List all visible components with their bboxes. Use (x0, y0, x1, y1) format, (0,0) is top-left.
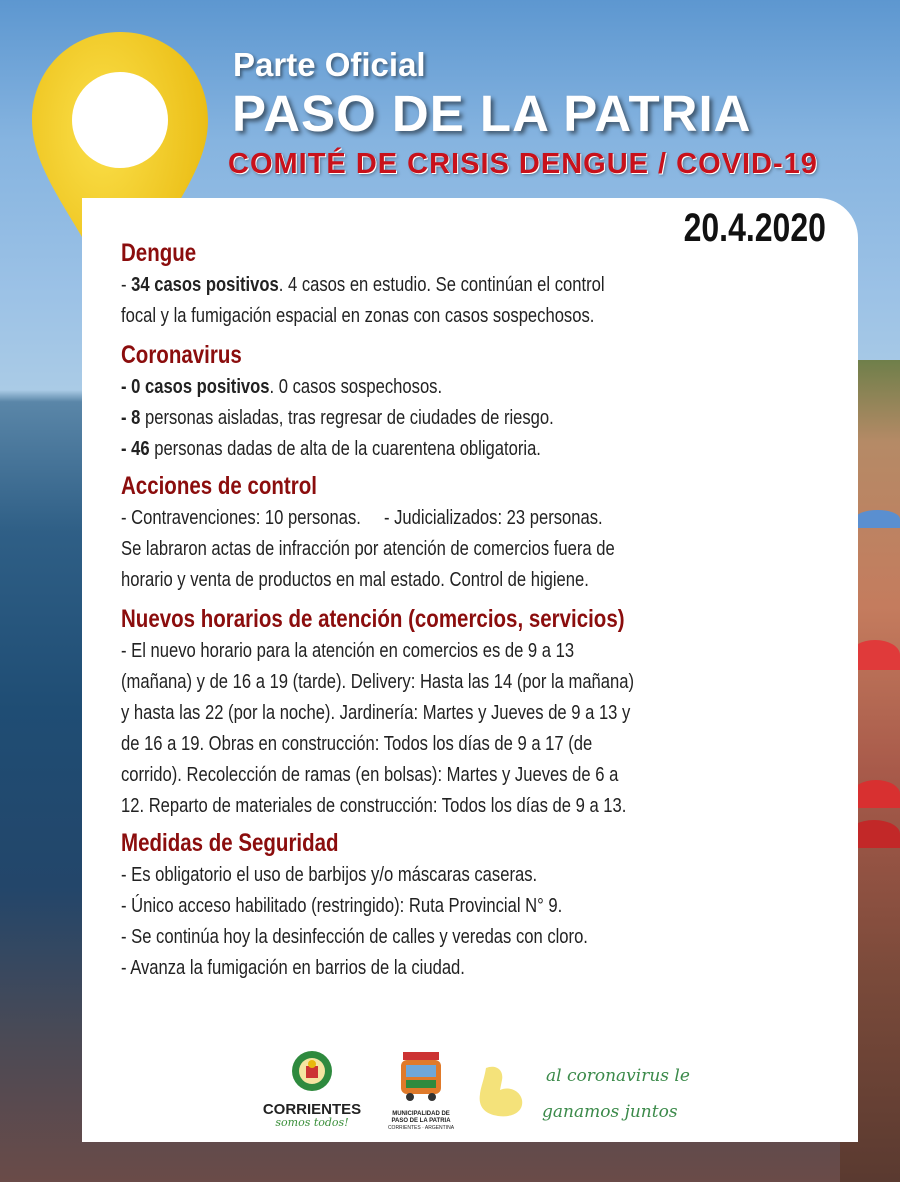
seguridad-line-1: - Es obligatorio el uso de barbijos y/o máscaras caseras. (121, 864, 538, 886)
discharged-count: 46 (131, 438, 150, 460)
horarios-line-5: corrido). Recolección de ramas (en bolsas): Martes y Jueves de 6 a (121, 764, 619, 786)
report-content (121, 230, 821, 984)
dengue-positive-count: 34 casos positivos (131, 274, 279, 296)
dengue-line-1-rest: . 4 casos en estudio. Se continúan el control (278, 274, 605, 296)
seguridad-line-2: - Único acceso habilitado (restringido): Ruta Provincial N° 9. (121, 895, 563, 917)
dengue-line-2: focal y la fumigación espacial en zonas con casos sospechosos. (121, 305, 595, 327)
slogan-line-2: ganamos juntos (542, 1102, 678, 1122)
horarios-line-3: y hasta las 22 (por la noche). Jardinería: Martes y Jueves de 9 a 13 y (121, 702, 631, 724)
coronavirus-line-3-rest: personas dadas de alta de la cuarentena obligatoria. (149, 438, 541, 460)
municipalidad-logo (386, 1048, 456, 1132)
horarios-line-4: de 16 a 19. Obras en construcción: Todos los días de 9 a 17 (de (121, 733, 593, 755)
header-subtitle: COMITÉ DE CRISIS DENGUE / COVID-19 (228, 148, 818, 180)
section-title-seguridad: Medidas de Seguridad (121, 829, 339, 857)
seguridad-line-4: - Avanza la fumigación en barrios de la ciudad. (121, 957, 465, 979)
coronavirus-line-2: - 8 personas aisladas, tras regresar de ciudades de riesgo. (121, 407, 554, 429)
coronavirus-line-3: - 46 personas dadas de alta de la cuarentena obligatoria. (121, 438, 541, 460)
muni-line-2: PASO DE LA PATRIA (391, 1118, 451, 1124)
footer-logos (262, 1042, 722, 1132)
dengue-line-1: - 34 casos positivos. 4 casos en estudio. Se continúan el control (121, 274, 605, 296)
corrientes-logo (262, 1046, 362, 1129)
horarios-line-6: 12. Reparto de materiales de construcción: Todos los días de 9 a 13. (121, 795, 627, 817)
section-title-acciones: Acciones de control (121, 472, 317, 500)
acciones-line-3: horario y venta de productos en mal estado. Control de higiene. (121, 569, 589, 591)
header-title: PASO DE LA PATRIA (232, 85, 752, 142)
corrientes-tagline: somos todos! (275, 1116, 349, 1129)
corrientes-wordmark: CORRIENTES (262, 1101, 362, 1118)
municipal-bus-emblem-icon (393, 1048, 449, 1106)
horarios-line-1: - El nuevo horario para la atención en comercios es de 9 a 13 (121, 640, 575, 662)
isolated-count: 8 (131, 407, 141, 429)
section-title-coronavirus: Coronavirus (121, 341, 242, 369)
coronavirus-line-1 (121, 372, 702, 403)
slogan-line-1: al coronavirus le (546, 1066, 690, 1086)
slogan-logo (474, 1052, 714, 1132)
seguridad-line-3: - Se continúa hoy la desinfección de calles y veredas con cloro. (121, 926, 588, 948)
report-date: 20.4.2020 (683, 206, 826, 250)
corrientes-shield-icon (291, 1046, 333, 1096)
acciones-line-1: - Contravenciones: 10 personas. - Judicializados: 23 personas. (121, 507, 603, 529)
acciones-line-2: Se labraron actas de infracción por atención de comercios fuera de (121, 538, 615, 560)
section-title-dengue: Dengue (121, 239, 197, 267)
coronavirus-line-2-rest: personas aisladas, tras regresar de ciudades de riesgo. (140, 407, 554, 429)
flexed-arm-icon (474, 1062, 530, 1122)
section-title-horarios: Nuevos horarios de atención (comercios, servicios) (121, 605, 625, 633)
muni-line-3: CORRIENTES · ARGENTINA (387, 1125, 455, 1131)
horarios-line-2: (mañana) y de 16 a 19 (tarde). Delivery: Hasta las 14 (por la mañana) (121, 671, 635, 693)
header-kicker: Parte Oficial (233, 46, 426, 83)
coronavirus-positive-count: - 0 casos positivos (121, 376, 270, 398)
coronavirus-line-1-rest: . 0 casos sospechosos. (269, 376, 443, 398)
muni-line-1: MUNICIPALIDAD DE (392, 1111, 450, 1117)
